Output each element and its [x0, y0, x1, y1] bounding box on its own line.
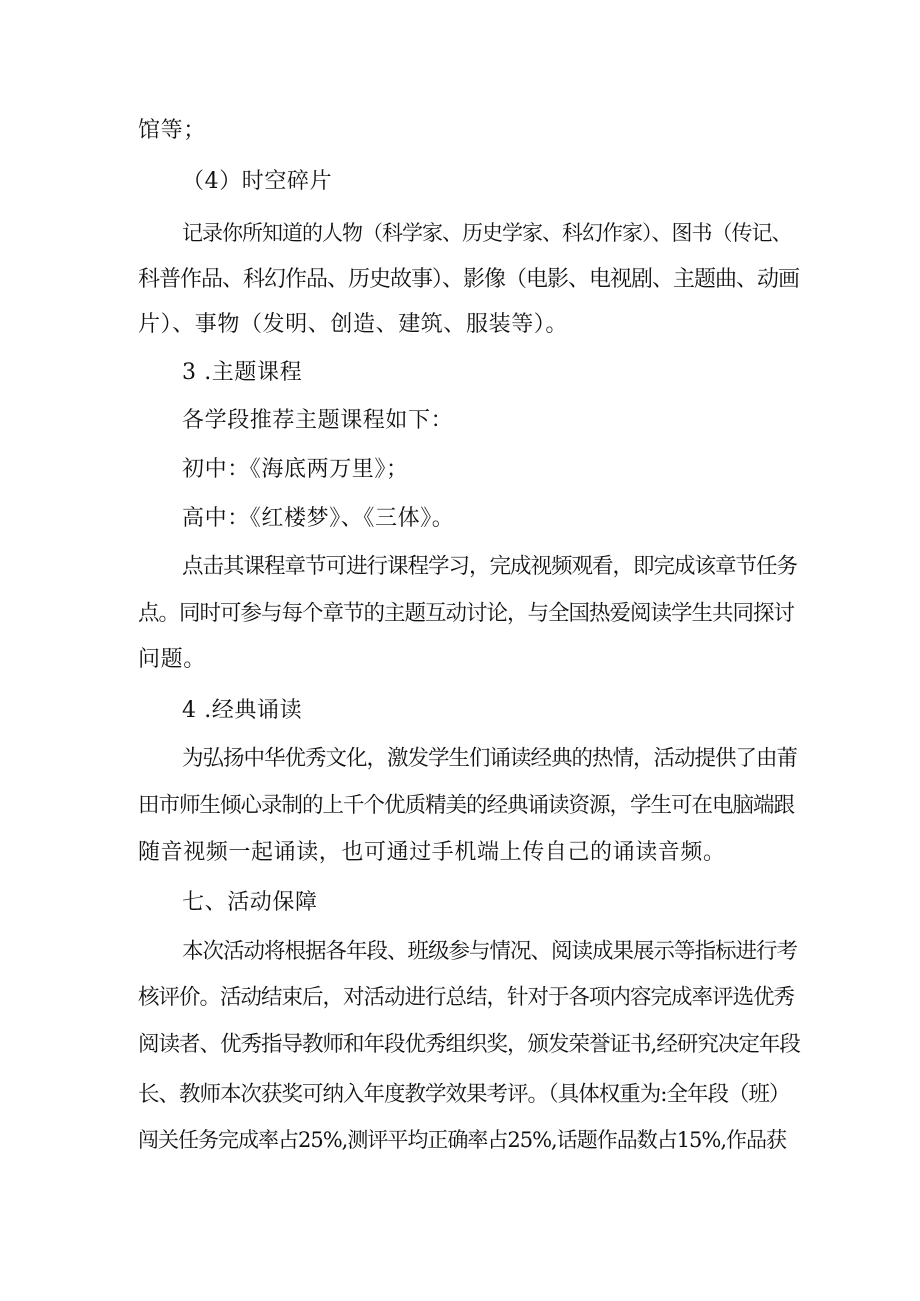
paragraph-line-1: 馆等； [138, 118, 206, 143]
paragraph-line-10: 点击其课程章节可进行课程学习，完成视频观看，即完成该章节任务 [182, 554, 798, 579]
paragraph-line-8: 初中：《海底两万里》； [182, 457, 409, 482]
paragraph-line-9: 高中：《红楼梦》、《三体》。 [182, 506, 455, 531]
paragraph-line-19: 核评价。活动结束后，对活动进行总结，针对于各项内容完成率评选优秀 [138, 985, 795, 1010]
paragraph-line-11: 点。同时可参与每个章节的主题互动讨论，与全国热爱阅读学生共同探讨 [138, 601, 795, 626]
paragraph-line-14: 为弘扬中华优秀文化，激发学生们诵读经典的热情，活动提供了由莆 [182, 746, 798, 771]
paragraph-line-21: 长、教师本次获奖可纳入年度教学效果考评。（具体权重为:全年段（班） [138, 1082, 790, 1107]
paragraph-line-15: 田市师生倾心录制的上千个优质精美的经典诵读资源，学生可在电脑端跟 [138, 793, 795, 818]
paragraph-line-4: 科普作品、科幻作品、历史故事）、影像（电影、电视剧、主题曲、动画 [138, 267, 800, 292]
paragraph-line-7: 各学段推荐主题课程如下： [182, 408, 454, 433]
paragraph-line-22: 闯关任务完成率占25%,测评平均正确率占25%,话题作品数占15%,作品获 [138, 1128, 787, 1152]
paragraph-line-18: 本次活动将根据各年段、班级参与情况、阅读成果展示等指标进行考 [182, 939, 798, 964]
section-heading-time-fragments: （4）时空碎片 [182, 169, 333, 194]
section-heading-activity-guarantee: 七、活动保障 [182, 890, 318, 915]
paragraph-line-12: 问题。 [138, 647, 206, 672]
paragraph-line-5: 片）、事物（发明、创造、建筑、服装等）。 [138, 312, 569, 337]
paragraph-line-3: 记录你所知道的人物（科学家、历史学家、科幻作家）、图书（传记、 [182, 221, 792, 245]
paragraph-line-16: 随音视频一起诵读，也可通过手机端上传自己的诵读音频。 [138, 840, 726, 865]
section-heading-theme-course: 3 .主题课程 [182, 360, 303, 385]
section-heading-classic-reading: 4 .经典诵读 [182, 698, 303, 723]
paragraph-line-20: 阅读者、优秀指导教师和年段优秀组织奖，颁发荣誉证书,经研究决定年段 [138, 1032, 800, 1057]
